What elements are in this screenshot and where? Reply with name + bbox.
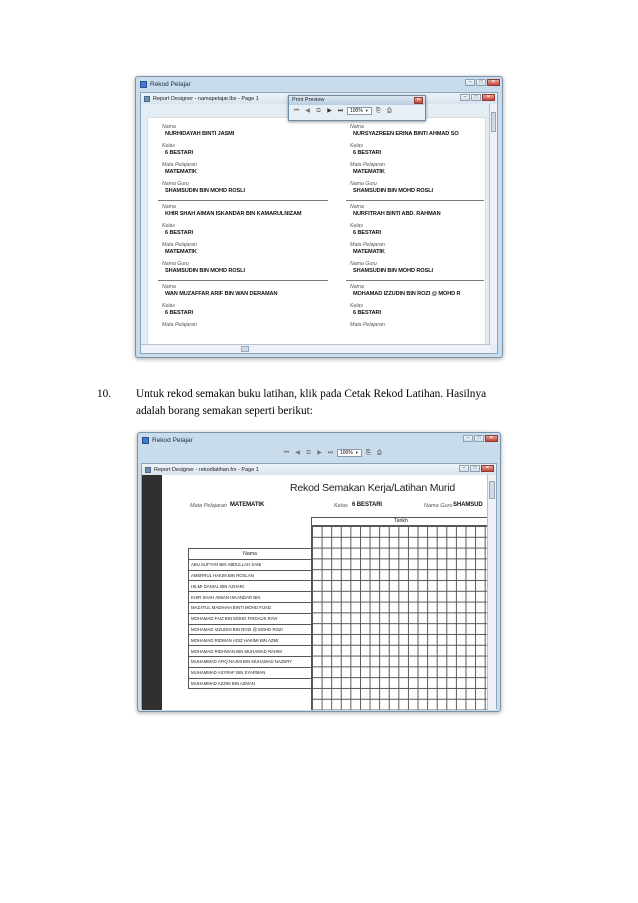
guru-value: SHAMSUDIN BIN MOHD ROSLI — [165, 268, 245, 274]
print-preview-close-button[interactable]: ✕ — [414, 97, 423, 104]
screenshot1-window — [135, 76, 503, 358]
nama-label: Nama — [162, 124, 176, 130]
designer-close-button[interactable]: ✕ — [481, 465, 494, 472]
table-row — [189, 624, 312, 635]
student-name: MOHAMAD IZZUDIN BIN ROZI @ MOHD ROZI — [189, 624, 312, 635]
window-controls — [465, 79, 500, 86]
nama-value: KHIR SHAH AIMAN ISKANDAR BIN KAMARULNIZAM — [165, 211, 302, 217]
designer-maximize-button[interactable]: □ — [471, 94, 481, 101]
close-button[interactable]: ✕ — [487, 79, 500, 86]
student-name: AMERRUL HAKIM BIN ROSLAN — [189, 570, 312, 581]
mp-label: Mata Pelajaran — [350, 162, 385, 168]
page-setup-icon[interactable]: ⎘ — [365, 450, 371, 456]
maximize-button[interactable]: □ — [474, 435, 484, 442]
step-number: 10. — [97, 388, 112, 400]
copy-icon[interactable]: ⧉ — [306, 450, 311, 456]
guru-value: SHAMSUDIN BIN MOHD ROSLI — [353, 268, 433, 274]
nama-value: MOHAMAD IZZUDIN BIN ROZI @ MOHD R — [353, 291, 461, 297]
preview-toolbar — [282, 447, 384, 459]
minimize-button[interactable]: – — [463, 435, 473, 442]
minimize-button[interactable]: – — [465, 79, 475, 86]
step-text-line2: adalah borang semakan seperti berikut: — [136, 405, 313, 417]
preview-backdrop — [142, 475, 162, 710]
last-page-icon[interactable]: ⏭ — [327, 450, 334, 456]
kelas-value: 6 BESTARI — [352, 502, 382, 508]
kelas-value: 6 BESTARI — [165, 150, 193, 156]
student-name: MOHAMAD RIDHWAN BIN MUHAMAD RAHIM — [189, 646, 312, 657]
designer-titlebar — [142, 464, 496, 475]
kelas-value: 6 BESTARI — [353, 230, 381, 236]
guru-label: Nama Guru — [162, 181, 189, 187]
designer-controls — [460, 94, 495, 101]
printer-icon[interactable]: ⎙ — [386, 108, 392, 114]
horizontal-scrollbar[interactable] — [141, 344, 491, 353]
print-preview-toolbar — [288, 95, 426, 121]
kelas-label: Kelas — [350, 223, 363, 229]
app-icon — [142, 437, 149, 444]
app-icon — [140, 81, 147, 88]
mp-label: Mata Pelajaran — [162, 322, 197, 328]
mp-value: MATEMATIK — [230, 502, 265, 508]
designer-minimize-button[interactable]: – — [460, 94, 470, 101]
table-row — [189, 570, 312, 581]
nama-label: Nama — [350, 124, 364, 130]
first-page-icon[interactable]: ⏮ — [283, 450, 290, 456]
designer-pane — [141, 463, 497, 709]
guru-label: Nama Guru — [162, 261, 189, 267]
record-separator — [158, 200, 328, 201]
copy-icon[interactable]: ⧉ — [316, 108, 321, 114]
zoom-value: 100% — [350, 108, 363, 114]
print-preview-title: Print Preview — [292, 97, 325, 103]
nama-value: NURSYAZREEN ERINA BINTI AHMAD SO — [353, 131, 459, 137]
kelas-value: 6 BESTARI — [165, 230, 193, 236]
designer-title: Report Designer - namapelajar.lbx - Page 1 — [153, 95, 259, 102]
last-page-icon[interactable]: ⏭ — [337, 108, 344, 114]
guru-value: SHAMSUDIN BIN MOHD ROSLI — [165, 188, 245, 194]
record-separator — [346, 200, 484, 201]
student-name: MUHAMMAD AFIQ NAJMI BIN MUHAMAD NAZERY — [189, 656, 312, 667]
kelas-label: Kelas — [162, 303, 175, 309]
table-row — [189, 613, 312, 624]
close-button[interactable]: ✕ — [485, 435, 498, 442]
chevron-down-icon: ▼ — [364, 108, 369, 113]
guru-label: Nama Guru — [350, 261, 377, 267]
scroll-thumb[interactable] — [491, 112, 496, 132]
designer-maximize-button[interactable]: □ — [470, 465, 480, 472]
printer-icon[interactable]: ⎙ — [376, 450, 382, 456]
scroll-thumb[interactable] — [489, 481, 495, 499]
maximize-button[interactable]: □ — [476, 79, 486, 86]
record-separator — [346, 280, 484, 281]
screenshot2-window — [137, 432, 501, 712]
next-page-icon[interactable]: ▶ — [317, 450, 322, 456]
kelas-value: 6 BESTARI — [165, 310, 193, 316]
report-page — [147, 117, 486, 347]
step-text-line1: Untuk rekod semakan buku latihan, klik pada Cetak Rekod Latihan. Hasilnya — [136, 388, 487, 400]
kelas-value: 6 BESTARI — [353, 150, 381, 156]
kelas-label: Kelas — [334, 503, 348, 509]
student-name: MUHAMMAD AZZIM BIN AZMAN — [189, 678, 312, 689]
window-titlebar — [136, 77, 502, 91]
tarikh-label: Tarikh — [394, 518, 408, 524]
table-row — [189, 602, 312, 613]
mp-value: MATEMATIK — [165, 169, 197, 175]
names-table — [188, 548, 312, 689]
nama-label: Nama — [350, 284, 364, 290]
nama-label: Nama — [162, 204, 176, 210]
designer-icon — [145, 467, 151, 473]
student-name: ABU SUFYAN BIN ABDULLAH SANI — [189, 559, 312, 570]
nama-value: NURHIDAYAH BINTI JASMI — [165, 131, 235, 137]
zoom-select[interactable] — [337, 449, 362, 457]
zoom-value: 100% — [340, 450, 353, 456]
student-name: MUHAMMAD ASYRAF BIN SYARMAN — [189, 667, 312, 678]
designer-icon — [144, 96, 150, 102]
guru-value: SHAMSUDIN BIN MOHD ROSLI — [353, 188, 433, 194]
nama-value: WAN MUZAFFAR ARIF BIN WAN DERAMAN — [165, 291, 278, 297]
page-setup-icon[interactable]: ⎘ — [375, 108, 381, 114]
window-title: Rekod Pelajar — [152, 436, 193, 444]
nama-value: NURFITRAH BINTI ABD. RAHMAN — [353, 211, 441, 217]
table-row — [189, 678, 312, 689]
previous-page-icon[interactable]: ◀ — [295, 450, 300, 456]
report-title: Rekod Semakan Kerja/Latihan Murid — [290, 482, 455, 494]
guru-value: SHAMSUD — [453, 502, 483, 508]
student-name: KHIR SHAH AIMAN ISKANDAR BIN — [189, 592, 312, 603]
vertical-scrollbar[interactable] — [487, 475, 496, 710]
vertical-scrollbar[interactable] — [489, 104, 497, 345]
mp-label: Mata Pelajaran — [350, 242, 385, 248]
nama-header: Nama — [189, 549, 312, 560]
window-title: Rekod Pelajar — [150, 80, 191, 88]
report-page — [162, 475, 488, 710]
previous-page-icon[interactable]: ◀ — [305, 108, 310, 114]
zoom-select[interactable] — [347, 107, 372, 115]
first-page-icon[interactable]: ⏮ — [293, 108, 300, 114]
kelas-value: 6 BESTARI — [353, 310, 381, 316]
kelas-label: Kelas — [350, 303, 363, 309]
student-name: MOHAMAD RIDWAN ADIZ HAKIMI BIN AZMI — [189, 635, 312, 646]
table-row — [189, 592, 312, 603]
table-row — [189, 581, 312, 592]
table-row — [189, 656, 312, 667]
mp-value: MATEMATIK — [353, 169, 385, 175]
kelas-label: Kelas — [162, 223, 175, 229]
kelas-label: Kelas — [350, 143, 363, 149]
designer-pane — [140, 92, 498, 354]
designer-title: Report Designer - rekodlatihan.frx - Page 1 — [154, 466, 259, 473]
preview-buttons — [289, 105, 425, 117]
nama-label: Nama — [350, 204, 364, 210]
designer-controls — [459, 465, 494, 472]
record-separator — [158, 280, 328, 281]
table-row — [189, 667, 312, 678]
guru-label: Nama Guru — [350, 181, 377, 187]
nama-label: Nama — [162, 284, 176, 290]
student-name: HILMI DANIAL BIN AZHARI — [189, 581, 312, 592]
mp-value: MATEMATIK — [165, 249, 197, 255]
mp-label: Mata Pelajaran — [350, 322, 385, 328]
designer-minimize-button[interactable]: – — [459, 465, 469, 472]
kelas-label: Kelas — [162, 143, 175, 149]
table-row — [189, 635, 312, 646]
scroll-thumb[interactable] — [241, 346, 249, 352]
mp-label: Mata Pelajaran — [162, 162, 197, 168]
mp-label: Mata Pelajaran — [162, 242, 197, 248]
window-titlebar — [138, 433, 500, 447]
student-name: MAZATUL MADIHAH BINTI MOHD FUAD — [189, 602, 312, 613]
student-name: MOHAMAD FAIZ BIN MOHD FIRDAUS RAVI — [189, 613, 312, 624]
tarikh-grid — [311, 525, 488, 710]
table-row — [189, 559, 312, 570]
mp-value: MATEMATIK — [353, 249, 385, 255]
table-row — [189, 646, 312, 657]
mp-label: Mata Pelajaran — [190, 503, 227, 509]
next-page-icon[interactable]: ▶ — [327, 108, 332, 114]
window-controls — [463, 435, 498, 442]
guru-label: Nama Guru — [424, 503, 453, 509]
chevron-down-icon: ▼ — [354, 450, 359, 455]
designer-close-button[interactable]: ✕ — [482, 94, 495, 101]
